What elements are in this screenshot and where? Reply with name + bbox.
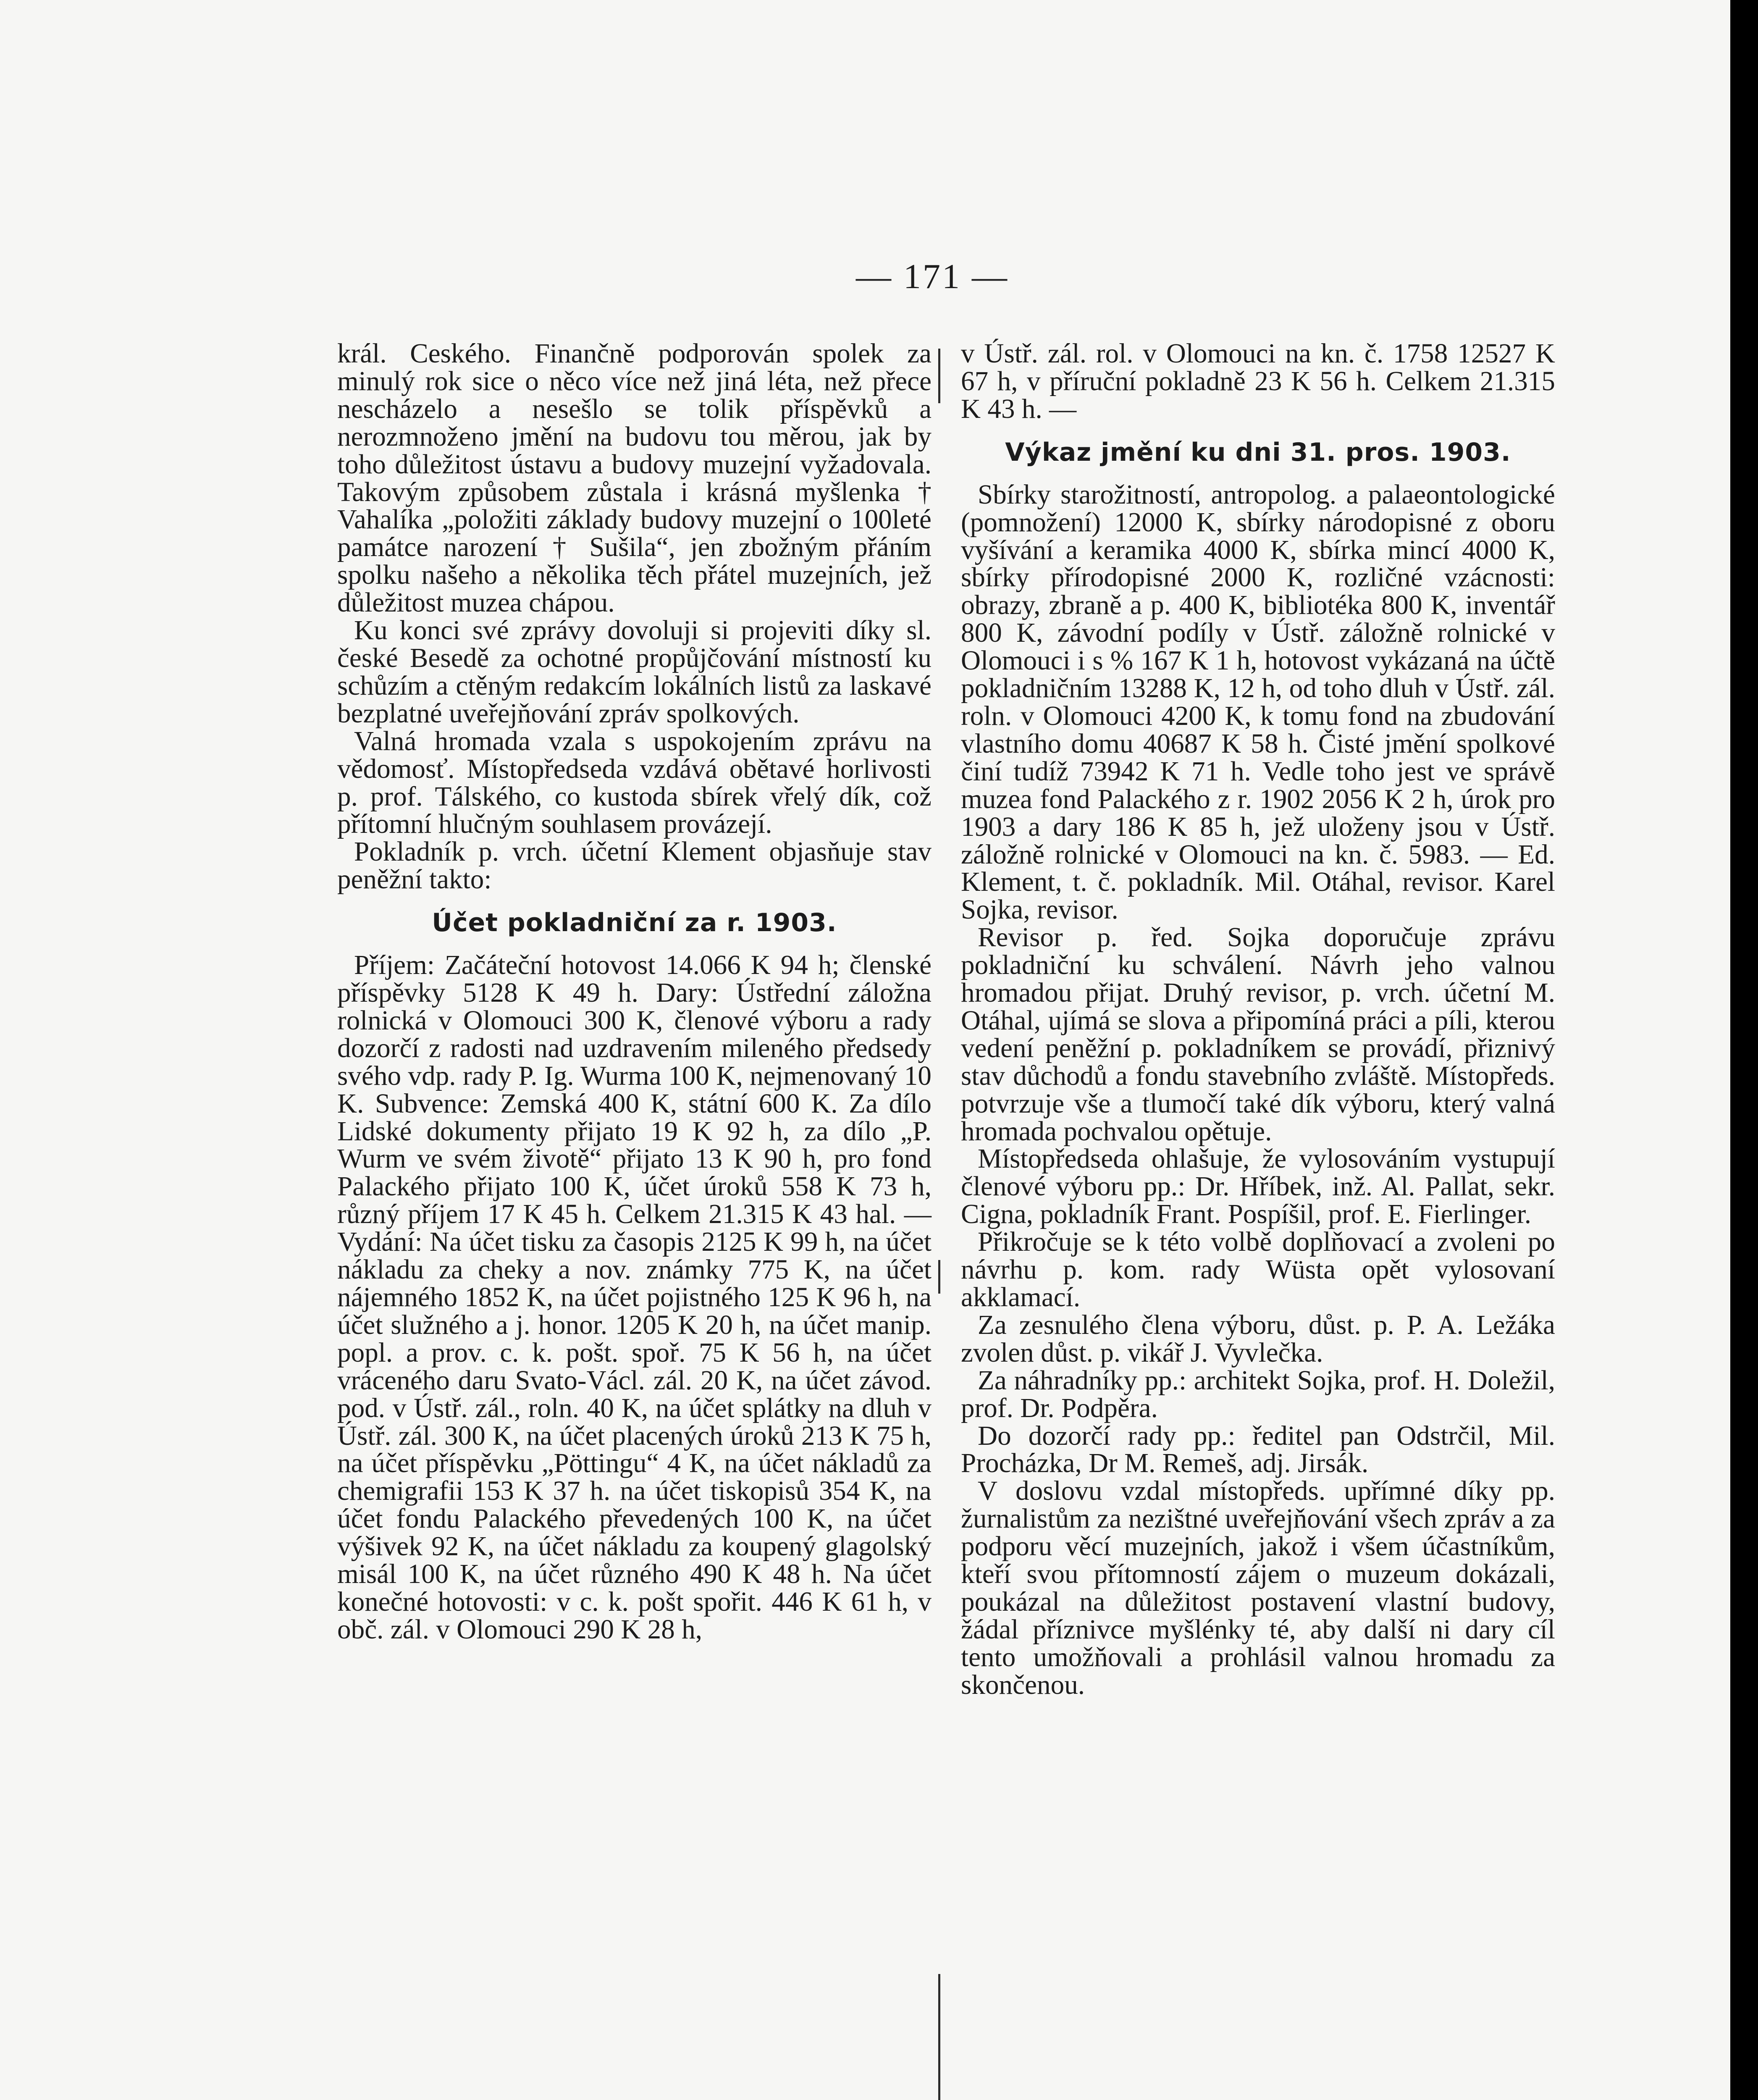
column-divider-middle xyxy=(938,1260,940,1294)
right-column xyxy=(961,340,1555,1699)
paragraph-substitutes: Za náhradníky pp.: architekt Sojka, prof. H. Doležil, prof. Dr. Podpěra. xyxy=(961,1365,1555,1423)
paragraph-new-member: Za zesnulého člena výboru, důst. p. P. A. Ležáka zvolen důst. p. vikář J. Vyvlečka. xyxy=(961,1310,1555,1368)
paragraph-closing: V doslovu vzdal místopředs. upřímné díky pp. žurnalistům za nezištné uveřejňování všech zpráv a za podporu věcí muzejních, jakož i všem účastníkům, kteří svou přítomností zájem o muzeum dokázali, poukázal na důležitost postavení vlastní budovy, žádal příznivce myšlénky té, aby další ni dary cíl tento umožňovali a prohlásil valnou hromadu za skončenou. xyxy=(961,1476,1555,1700)
heading-cash-account: Účet pokladniční za r. 1903. xyxy=(432,908,837,938)
column-divider-top xyxy=(938,349,940,403)
paragraph-finance-support: král. Ceského. Finančně podporován spolek za minulý rok sice o něco více než jiná léta, než přece nescházelo a nesešlo se tolik příspěvků a nerozmnoženo jmění na budovu tou měrou, jak by toho důležitost ústavu a budovy muzejní vyžadovala. Takovým způsobem zůstala i krásná myšlenka † Vahalíka „položiti základy budovy muzejní o 100leté památce narození † Sušila“, jen zbožným přáním spolku našeho a několika těch přátel muzejních, jež důležitost muzea chápou. xyxy=(337,339,931,618)
paragraph-supervisory-board: Do dozorčí rady pp.: ředitel pan Odstrčil, Mil. Procházka, Dr M. Remeš, adj. Jirsák. xyxy=(961,1420,1555,1479)
paragraph-reelection: Přikročuje se k této volbě doplňovací a zvoleni po návrhu p. kom. rady Wüsta opět vylosovaní akklamací. xyxy=(961,1227,1555,1312)
paragraph-report-accepted: Valná hromada vzala s uspokojením zprávu na vědomosť. Místopředseda vzdává obětavé horlivosti p. prof. Tálského, co kustoda sbírek vřelý dík, což přítomní hlučným souhlasem provázejí. xyxy=(337,726,931,840)
paragraph-assets: Sbírky starožitností, antropolog. a palaeontologické (pomnožení) 12000 K, sbírky národopisné z oboru vyšívání a keramika 4000 K, sbírka mincí 4000 K, sbírky přírodopisné 2000 K, rozličné vzácnosti: obrazy, zbraně a p. 400 K, bibliotéka 800 K, inventář 800 K, závodní podíly v Ústř. záložně rolnické v Olomouci i s % 167 K 1 h, hotovost vykázaná na účtě pokladničním 13288 K, 12 h, od toho dluh v Ústř. zál. roln. v Olomouci 4200 K, k tomu fond na zbudování vlastního domu 40687 K 58 h. Čisté jmění spolkové činí tudíž 73942 K 71 h. Vedle toho jest ve správě muzea fond Palackého z r. 1902 2056 K 2 h, úrok pro 1903 a dary 186 K 85 h, jež uloženy jsou v Ústř. záložně rolnické v Olomouci na kn. č. 5983. — Ed. Klement, t. č. pokladník. Mil. Otáhal, revisor. Karel Sojka, revisor. xyxy=(961,479,1555,925)
column-divider-bottom xyxy=(938,1974,940,2100)
paragraph-treasurer-intro: Pokladník p. vrch. účetní Klement objasňuje stav peněžní takto: xyxy=(337,837,931,895)
paragraph-retiring-members: Místopředseda ohlašuje, že vylosováním vystupují členové výboru pp.: Dr. Hříbek, inž. Al. Pallat, sekr. Cigna, pokladník Frant. Pospíšil, prof. E. Fierlinger. xyxy=(961,1144,1555,1230)
paragraph-income-expenses: Příjem: Začáteční hotovost 14.066 K 94 h; členské příspěvky 5128 K 49 h. Dary: Ústřední záložna rolnická v Olomouci 300 K, členové výboru a rady dozorčí z radosti nad uzdravením mileného předsedy svého vdp. rady P. Ig. Wurma 100 K, nejmenovaný 10 K. Subvence: Zemská 400 K, státní 600 K. Za dílo Lidské dokumenty přijato 19 K 92 h, za dílo „P. Wurm ve svém životě“ přijato 13 K 90 h, pro fond Palackého přijato 100 K, účet úroků 558 K 73 h, různý příjem 17 K 45 h. Celkem 21.315 K 43 hal. — Vydání: Na účet tisku za časopis 2125 K 99 h, na účet nákladu za cheky a nov. známky 775 K, na účet nájemného 1852 K, na účet pojistného 125 K 96 h, na účet služného a j. honor. 1205 K 20 h, na účet manip. popl. a prov. c. k. pošt. spoř. 75 K 56 h, na účet vráceného daru Svato-Václ. zál. 20 K, na účet závod. pod. v Ústř. zál., roln. 40 K, na účet splátky na dluh v Ústř. zál. 300 K, na účet placených úroků 213 K 75 h, na účet příspěvku „Pöttingu“ 4 K, na účet nákladů za chemigrafii 153 K 37 h. na účet tiskopisů 354 K, na účet fondu Palackého převedených 100 K, na účet výšivek 92 K, na účet nákladu za koupený glagolský misál 100 K, na účet různého 490 K 48 h. Na účet konečné hotovosti: v c. k. pošt spořit. 446 K 61 h, v obč. zál. v Olomouci 290 K 28 h, xyxy=(337,950,931,1645)
page-number: — 171 — xyxy=(856,257,1009,296)
paragraph-cash-total: v Ústř. zál. rol. v Olomouci na kn. č. 1758 12527 K 67 h, v příruční pokladně 23 K 56 h. Celkem 21.315 K 43 h. — xyxy=(961,339,1555,424)
heading-assets-statement: Výkaz jmění ku dni 31. pros. 1903. xyxy=(1005,437,1511,467)
paragraph-thanks: Ku konci své zprávy dovoluji si projeviti díky sl. české Besedě za ochotné propůjčování místností ku schůzím a ctěným redakcím lokálních listů za laskavé bezplatné uveřejňování zpráv spolkových. xyxy=(337,615,931,729)
left-column xyxy=(337,340,931,1644)
paragraph-auditor: Revisor p. řed. Sojka doporučuje zprávu pokladniční ku schválení. Návrh jeho valnou hromadou přijat. Druhý revisor, p. vrch. účetní M. Otáhal, ujímá se slova a připomíná práci a píli, kterou vedení peněžní p. pokladníkem se provádí, přiznivý stav důchodů a fondu stavebního zvláště. Místopředs. potvrzuje vše a tlumočí také dík výboru, který valná hromada pochvalou opětuje. xyxy=(961,922,1555,1147)
